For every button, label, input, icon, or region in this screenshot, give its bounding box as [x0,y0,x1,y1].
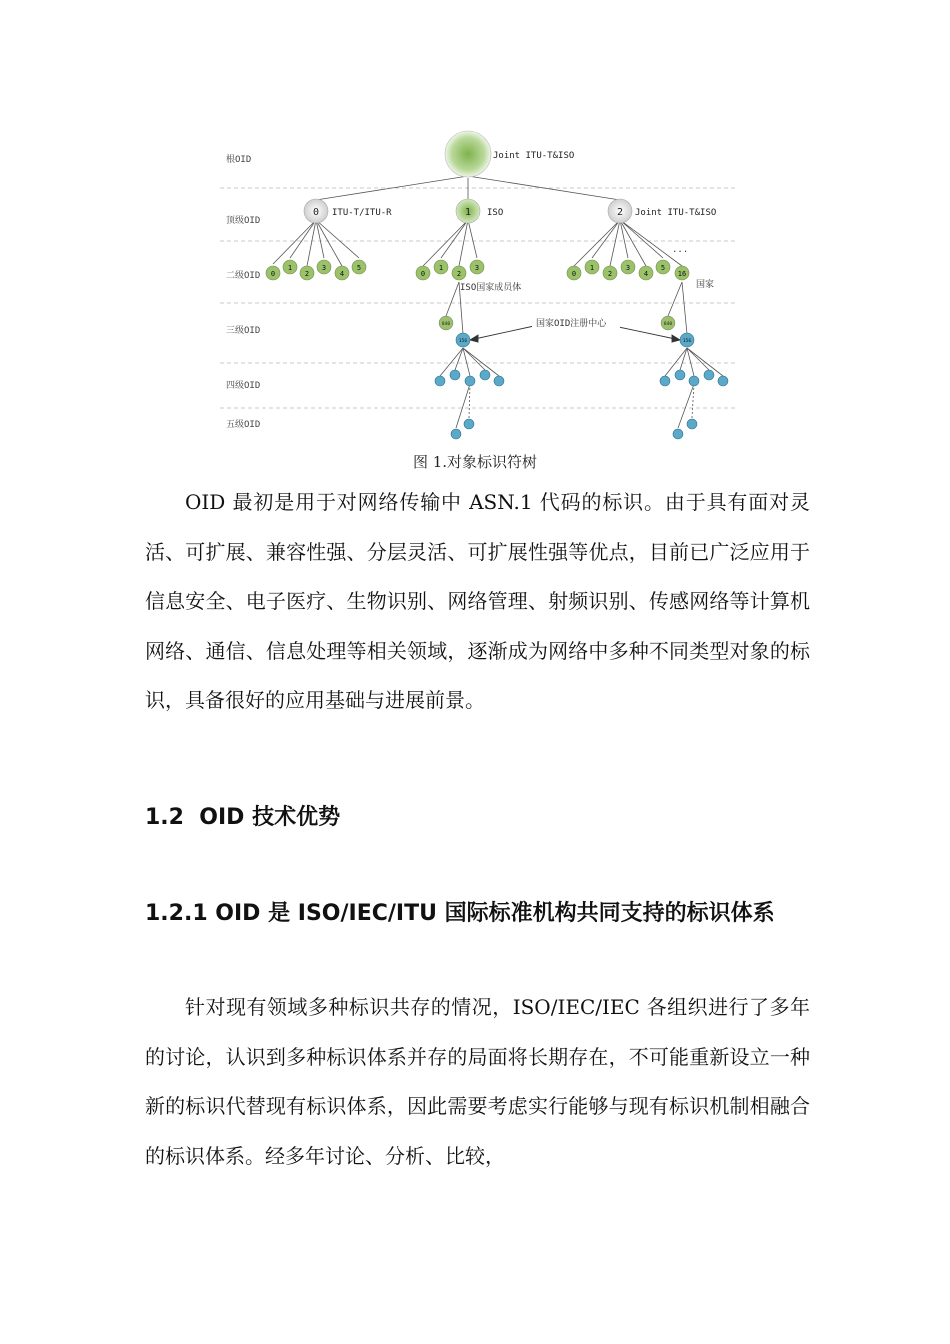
blue-node-5 [660,376,670,386]
blue-node-1 [450,370,460,380]
second-node-right-3-num: 3 [625,264,631,272]
blue-node-7 [689,376,699,386]
level-label-3: 三级OID [226,326,261,336]
oid-tree-diagram [216,128,740,448]
level-label-top: 顶级OID [226,216,261,226]
top-node-1-label: ISO [487,208,504,218]
second-node-mid-3-num: 3 [474,264,480,272]
root-node [445,131,491,177]
lower-level-nodes [435,370,728,439]
member-label: ISO国家成员体 [460,283,522,293]
second-node-right-2-num: 2 [607,270,613,278]
node-156-left-label: 156 [458,339,468,344]
blue-node-8 [704,370,714,380]
top-node-2-label: Joint ITU-T&ISO [635,208,717,218]
ellipsis-label: ... [672,245,689,255]
paragraph-oid-intro-text: OID 最初是用于对网络传输中 ASN.1 代码的标识。由于具有面对灵活、可扩展、兼容性强、分层灵活、可扩展性强等优点，目前已广泛应用于信息安全、电子医疗、生物识别、网络管理、射频识别、传感网络等计算机网络、通信、信息处理等相关领域，逐渐成为网络中多种不同类型对象的标识，具备很好的应用基础与进展前景。 [145,490,810,713]
registry-label: 国家OID注册中心 [536,319,607,329]
second-node-right-0-num: 0 [571,270,577,278]
second-level-nodes [266,260,689,280]
second-node-left-5-num: 5 [356,264,362,272]
second-node-left-0-num: 0 [270,270,276,278]
figure-caption: 图 1.对象标识符树 [412,453,538,471]
second-node-left-3-num: 3 [321,264,327,272]
top-node-1-num: 1 [464,207,472,218]
paragraph-oid-intro [145,478,810,726]
second-node-mid-1-num: 1 [438,264,444,272]
second-node-left-1-num: 1 [287,264,293,272]
paragraph-standards [145,983,810,1181]
second-node-mid-2-num: 2 [456,270,462,278]
blue-node-12 [673,429,683,439]
blue-node-0 [435,376,445,386]
second-node-right-16-num: 16 [677,270,687,278]
level-label-root: 根OID [226,155,252,165]
blue-node-2 [465,376,475,386]
second-node-right-5-num: 5 [660,264,666,272]
blue-node-3 [480,370,490,380]
blue-node-6 [675,370,685,380]
section-heading-1-2-1: 1.2.1 OID 是 ISO/IEC/ITU 国际标准机构共同支持的标识体系 [145,901,775,926]
level-label-4: 四级OID [226,381,261,391]
paragraph-standards-text: 针对现有领域多种标识共存的情况，ISO/IEC/IEC 各组织进行了多年的讨论，认识到多种标识体系并存的局面将长期存在，不可能重新设立一种新的标识代替现有标识体系，因此需要考虑实行能够与现有标识机制相融合的标识体系。经多年讨论、分析、比较， [145,995,810,1168]
blue-node-9 [718,376,728,386]
country-label: 国家 [696,280,715,290]
section-heading-1-2: 1.2 OID 技术优势 [145,805,341,830]
blue-node-10 [451,429,461,439]
level-label-5: 五级OID [226,420,261,430]
blue-node-11 [464,419,474,429]
second-node-right-4-num: 4 [643,270,649,278]
blue-node-4 [494,376,504,386]
second-node-left-2-num: 2 [304,270,310,278]
blue-node-13 [687,419,697,429]
second-node-right-1-num: 1 [589,264,595,272]
level-separators [220,188,736,408]
root-label: Joint ITU-T&ISO [493,151,575,161]
top-node-0-label: ITU-T/ITU-R [332,208,392,218]
level-label-2: 二级OID [226,271,261,281]
top-node-2-num: 2 [616,207,624,218]
node-156-right-label: 156 [682,339,692,344]
node-840-right-label: 840 [663,322,673,327]
second-node-mid-0-num: 0 [420,270,426,278]
top-node-0-num: 0 [312,207,320,218]
second-node-left-4-num: 4 [339,270,345,278]
node-840-left-label: 840 [441,322,451,327]
